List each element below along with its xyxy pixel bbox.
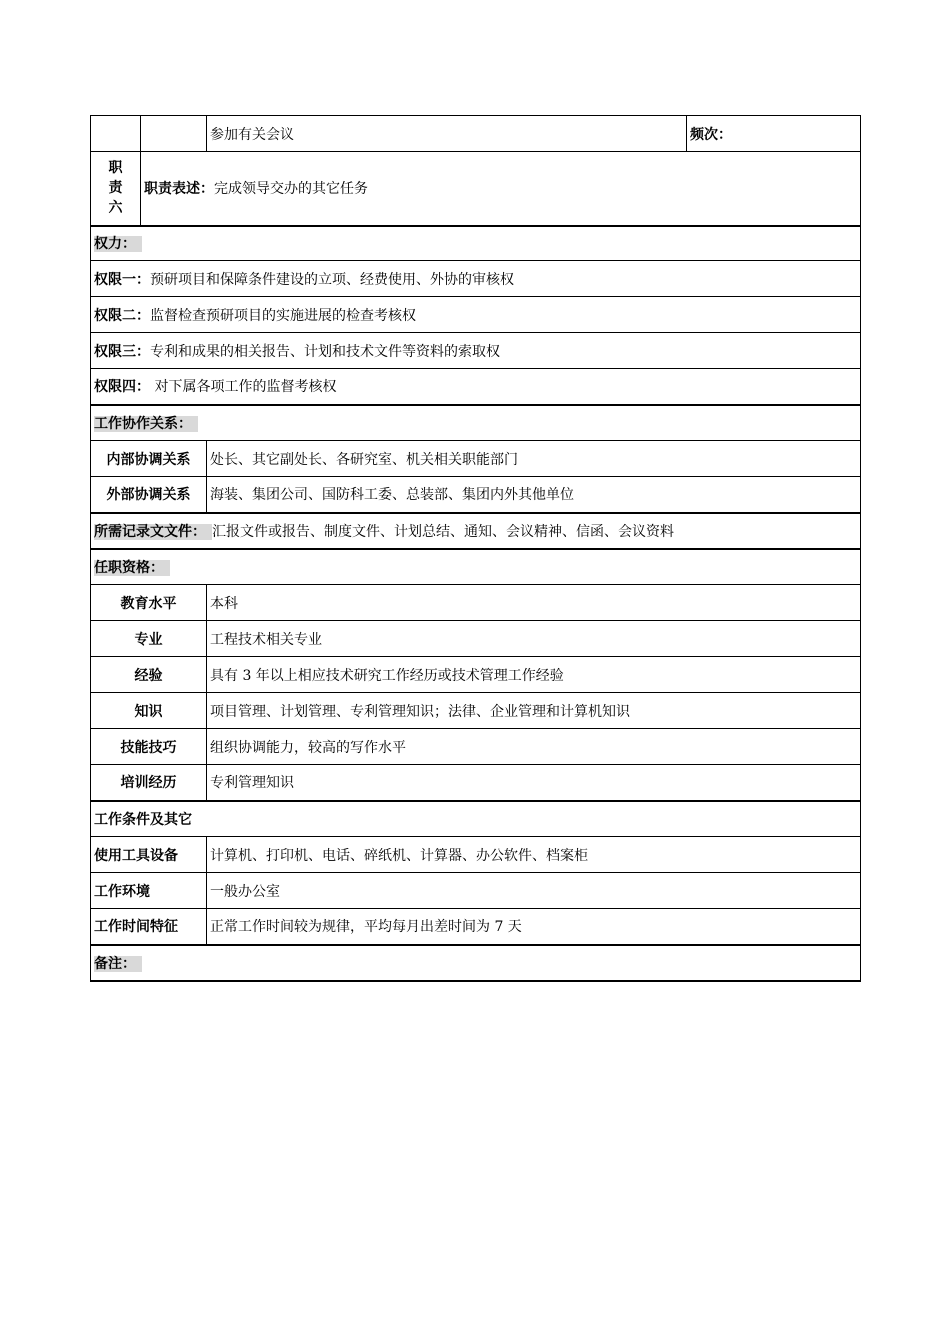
authority-text: 监督检查预研项目的实施进展的检查考核权 — [150, 307, 416, 324]
authority-item — [91, 333, 861, 369]
internal-coordination-row — [91, 441, 861, 477]
empty-cell — [141, 116, 207, 152]
condition-row — [91, 873, 861, 909]
qualification-label: 培训经历 — [91, 765, 207, 801]
qualification-row — [91, 765, 861, 801]
external-coordination-text: 海装、集团公司、国防科工委、总装部、集团内外其他单位 — [207, 477, 861, 513]
qualification-row — [91, 621, 861, 657]
qualification-text: 本科 — [207, 585, 861, 621]
qualification-label: 技能技巧 — [91, 729, 207, 765]
records-text: 汇报文件或报告、制度文件、计划总结、通知、会议精神、信函、会议资料 — [212, 523, 674, 540]
qualification-text: 工程技术相关专业 — [207, 621, 861, 657]
conditions-heading-row — [91, 801, 861, 837]
duty-six-row — [91, 152, 861, 226]
conditions-heading — [91, 801, 861, 837]
internal-coordination-text: 处长、其它副处长、各研究室、机关相关职能部门 — [207, 441, 861, 477]
records-row — [91, 513, 861, 549]
authority-row — [91, 369, 861, 405]
qualification-label: 教育水平 — [91, 585, 207, 621]
external-coordination-row — [91, 477, 861, 513]
condition-label: 工作环境 — [91, 873, 207, 909]
qualification-row — [91, 585, 861, 621]
condition-row — [91, 909, 861, 945]
authority-label: 权限一： — [94, 271, 150, 288]
section-heading: 工作条件及其它 — [94, 811, 192, 828]
qualification-label: 经验 — [91, 657, 207, 693]
job-description-table — [90, 115, 861, 982]
records-cell — [91, 513, 861, 549]
qualifications-heading-row — [91, 549, 861, 585]
qualifications-heading — [91, 549, 861, 585]
authority-item — [91, 261, 861, 297]
remarks-row — [91, 945, 861, 981]
authority-heading — [91, 226, 861, 261]
duty-top-row — [91, 116, 861, 152]
duty-six-char: 职 — [108, 160, 123, 177]
authority-row — [91, 333, 861, 369]
duty-six-description — [141, 152, 861, 226]
section-heading: 工作协作关系： — [94, 416, 198, 432]
authority-row — [91, 297, 861, 333]
condition-label: 工作时间特征 — [91, 909, 207, 945]
duty-six-char: 责 — [108, 180, 123, 197]
authority-text: 专利和成果的相关报告、计划和技术文件等资料的索取权 — [150, 343, 500, 360]
authority-item — [91, 297, 861, 333]
duty-desc-text: 完成领导交办的其它任务 — [214, 181, 368, 198]
remarks-cell — [91, 945, 861, 981]
authority-text: 预研项目和保障条件建设的立项、经费使用、外协的审核权 — [150, 271, 514, 288]
authority-item — [91, 369, 861, 405]
authority-text: 对下属各项工作的监督考核权 — [150, 379, 337, 396]
internal-coordination-label: 内部协调关系 — [91, 441, 207, 477]
condition-text: 一般办公室 — [207, 873, 861, 909]
qualification-text: 具有 3 年以上相应技术研究工作经历或技术管理工作经验 — [207, 657, 861, 693]
qualification-text: 组织协调能力，较高的写作水平 — [207, 729, 861, 765]
records-label: 所需记录文文件： — [94, 524, 212, 540]
authority-heading-row — [91, 226, 861, 261]
external-coordination-label: 外部协调关系 — [91, 477, 207, 513]
empty-cell — [91, 116, 141, 152]
cooperation-heading — [91, 405, 861, 441]
section-heading: 任职资格： — [94, 560, 170, 576]
condition-label: 使用工具设备 — [91, 837, 207, 873]
cooperation-heading-row — [91, 405, 861, 441]
qualification-label: 知识 — [91, 693, 207, 729]
remarks-label: 备注： — [94, 956, 142, 972]
authority-label: 权限四： — [94, 379, 150, 396]
authority-label: 权限三： — [94, 343, 150, 360]
duty-six-char: 六 — [108, 200, 123, 217]
duty-desc-label: 职责表述： — [144, 181, 214, 198]
duty-task-text: 参加有关会议 — [207, 116, 687, 152]
qualification-label: 专业 — [91, 621, 207, 657]
condition-row — [91, 837, 861, 873]
qualification-row — [91, 657, 861, 693]
job-description-document — [90, 115, 860, 982]
frequency-label: 频次： — [687, 116, 861, 152]
qualification-text: 项目管理、计划管理、专利管理知识；法律、企业管理和计算机知识 — [207, 693, 861, 729]
authority-row — [91, 261, 861, 297]
section-heading: 权力： — [94, 236, 142, 252]
qualification-row — [91, 693, 861, 729]
condition-text: 计算机、打印机、电话、碎纸机、计算器、办公软件、档案柜 — [207, 837, 861, 873]
condition-text: 正常工作时间较为规律，平均每月出差时间为 7 天 — [207, 909, 861, 945]
qualification-text: 专利管理知识 — [207, 765, 861, 801]
duty-six-label — [91, 152, 141, 226]
qualification-row — [91, 729, 861, 765]
authority-label: 权限二： — [94, 307, 150, 324]
